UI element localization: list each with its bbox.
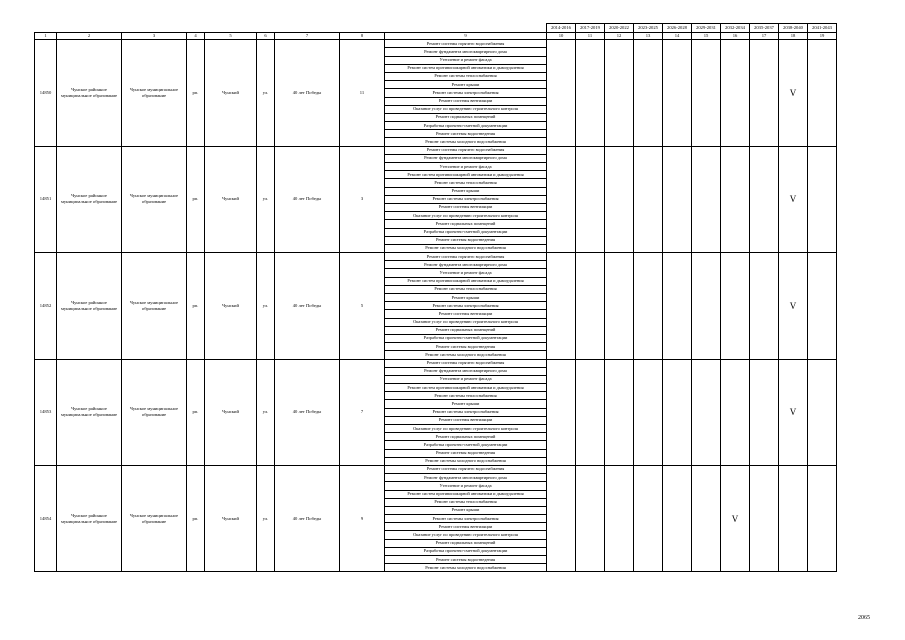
period-cell [750,465,779,571]
work-type: Оказание услуг по проведению строительного контроля [385,425,547,433]
page-number: 2065 [858,615,870,621]
column-number: 11 [576,33,605,40]
period-header: 2035-2037 [750,24,779,33]
period-cell [576,146,605,252]
work-type: Ремонт крыши [385,506,547,514]
work-type: Ремонт подвальных помещений [385,113,547,121]
header-spacer [340,24,385,33]
period-cell [750,253,779,359]
work-type: Ремонт системы теплоснабжения [385,392,547,400]
locality-name: Чунский [205,146,257,252]
period-cell [808,40,837,146]
work-type: Ремонт подвальных помещений [385,326,547,334]
column-number: 19 [808,33,837,40]
street-name: 40 лет Победы [275,253,340,359]
column-number: 18 [779,33,808,40]
period-cell [721,40,750,146]
work-type: Ремонт системы электроснабжения [385,89,547,97]
period-cell [576,253,605,359]
work-type: Ремонт системы вентиляции [385,203,547,211]
period-cell [547,359,576,465]
house-id: 14853 [35,359,57,465]
work-type: Разработка проектно-сметной документации [385,334,547,342]
period-header: 2017-2019 [576,24,605,33]
work-type: Ремонт крыши [385,81,547,89]
house-number: 5 [340,253,385,359]
period-header: 2014-2016 [547,24,576,33]
work-type: Утепление и ремонт фасада [385,163,547,171]
period-cell [692,253,721,359]
scheduled-period-mark: V [779,253,808,359]
period-header: 2023-2025 [634,24,663,33]
period-cell [663,40,692,146]
municipality-name: Чунское районное муниципальное образование [57,359,122,465]
scheduled-period-mark: V [779,359,808,465]
street-name: 40 лет Победы [275,465,340,571]
work-type: Ремонт системы электроснабжения [385,515,547,523]
work-type: Ремонт системы электроснабжения [385,195,547,203]
header-spacer [187,24,205,33]
work-type: Ремонт системы водоотведения [385,556,547,564]
work-type: Ремонт системы холодного водоснабжения [385,564,547,572]
work-type: Ремонт систем противопожарной автоматики и дымоудаления [385,171,547,179]
work-type: Оказание услуг по проведению строительного контроля [385,105,547,113]
work-type: Оказание услуг по проведению строительного контроля [385,212,547,220]
period-cell [663,253,692,359]
house-number: 11 [340,40,385,146]
street-name: 40 лет Победы [275,359,340,465]
period-cell [721,146,750,252]
work-type: Ремонт системы вентиляции [385,416,547,424]
column-number: 7 [275,33,340,40]
period-cell [750,146,779,252]
period-cell [692,146,721,252]
work-type: Ремонт системы водоотведения [385,343,547,351]
locality-name: Чунский [205,253,257,359]
work-type: Ремонт фундамента многоквартирного дома [385,48,547,56]
header-spacer [257,24,275,33]
period-cell [692,465,721,571]
work-type: Ремонт системы холодного водоснабжения [385,457,547,465]
period-header-row [35,24,837,33]
municipality-name: Чунское районное муниципальное образование [57,465,122,571]
period-cell [634,465,663,571]
period-cell [634,253,663,359]
locality-type: рп. [187,359,205,465]
work-type: Ремонт подвальных помещений [385,433,547,441]
work-type: Утепление и ремонт фасада [385,375,547,383]
period-cell [634,359,663,465]
period-cell [547,40,576,146]
capital-repair-register-table [34,23,837,572]
street-name: 40 лет Победы [275,146,340,252]
work-type: Ремонт крыши [385,187,547,195]
work-type: Ремонт системы электроснабжения [385,302,547,310]
header-spacer [122,24,187,33]
work-type: Ремонт крыши [385,400,547,408]
work-type: Ремонт системы холодного водоснабжения [385,244,547,252]
period-cell [750,359,779,465]
period-header: 2020-2022 [605,24,634,33]
period-cell [779,465,808,571]
column-number: 6 [257,33,275,40]
work-type: Ремонт системы водоотведения [385,236,547,244]
period-cell [808,465,837,571]
locality-type: рп. [187,465,205,571]
period-cell [605,253,634,359]
period-cell [750,40,779,146]
column-number: 9 [385,33,547,40]
house-id: 14852 [35,253,57,359]
register-body [35,24,837,572]
period-cell [576,359,605,465]
work-type: Разработка проектно-сметной документации [385,228,547,236]
work-type: Ремонт системы теплоснабжения [385,179,547,187]
period-cell [547,465,576,571]
period-cell [547,146,576,252]
period-cell [692,40,721,146]
house-number: 9 [340,465,385,571]
header-spacer [205,24,257,33]
work-type: Ремонт системы теплоснабжения [385,498,547,506]
period-cell [692,359,721,465]
work-type: Ремонт крыши [385,294,547,302]
work-type: Ремонт фундамента многоквартирного дома [385,261,547,269]
period-header: 2038-2040 [779,24,808,33]
period-cell [808,253,837,359]
work-type: Ремонт системы водоотведения [385,449,547,457]
period-cell [721,359,750,465]
settlement-name: Чунское муниципальное образование [122,359,187,465]
work-type: Оказание услуг по проведению строительного контроля [385,531,547,539]
street-type: ул. [257,359,275,465]
settlement-name: Чунское муниципальное образование [122,40,187,146]
settlement-name: Чунское муниципальное образование [122,465,187,571]
period-cell [605,40,634,146]
period-cell [663,359,692,465]
house-id: 14854 [35,465,57,571]
column-number: 1 [35,33,57,40]
work-type: Ремонт подвальных помещений [385,539,547,547]
header-spacer [275,24,340,33]
work-type: Ремонт систем противопожарной автоматики и дымоудаления [385,64,547,72]
column-number: 4 [187,33,205,40]
work-type: Ремонт системы горячего водоснабжения [385,253,547,261]
period-header: 2026-2028 [663,24,692,33]
column-number: 12 [605,33,634,40]
work-type: Ремонт системы вентиляции [385,523,547,531]
house-number: 7 [340,359,385,465]
column-number: 10 [547,33,576,40]
work-type: Ремонт фундамента многоквартирного дома [385,154,547,162]
work-type: Утепление и ремонт фасада [385,56,547,64]
locality-name: Чунский [205,40,257,146]
table-row [35,253,837,261]
period-cell [547,253,576,359]
column-number: 15 [692,33,721,40]
period-header: 2041-2043 [808,24,837,33]
column-number-row [35,33,837,40]
period-cell [576,465,605,571]
period-cell [605,465,634,571]
work-type: Ремонт систем противопожарной автоматики и дымоудаления [385,490,547,498]
settlement-name: Чунское муниципальное образование [122,146,187,252]
column-number: 2 [57,33,122,40]
street-type: ул. [257,146,275,252]
period-cell [663,465,692,571]
work-type: Утепление и ремонт фасада [385,269,547,277]
period-cell [808,146,837,252]
street-type: ул. [257,40,275,146]
period-cell [605,359,634,465]
work-type: Ремонт системы холодного водоснабжения [385,138,547,146]
work-type: Разработка проектно-сметной документации [385,122,547,130]
scheduled-period-mark: V [721,465,750,571]
period-cell [634,146,663,252]
table-row [35,146,837,154]
locality-type: рп. [187,253,205,359]
period-header: 2029-2031 [692,24,721,33]
header-spacer [35,24,57,33]
header-spacer [385,24,547,33]
municipality-name: Чунское районное муниципальное образование [57,253,122,359]
locality-name: Чунский [205,465,257,571]
period-cell [605,146,634,252]
column-number: 16 [721,33,750,40]
period-cell [721,253,750,359]
period-cell [576,40,605,146]
table-row [35,40,837,48]
municipality-name: Чунское районное муниципальное образование [57,146,122,252]
column-number: 14 [663,33,692,40]
locality-name: Чунский [205,359,257,465]
house-id: 14851 [35,146,57,252]
work-type: Ремонт системы горячего водоснабжения [385,146,547,154]
house-id: 14850 [35,40,57,146]
work-type: Ремонт систем противопожарной автоматики и дымоудаления [385,277,547,285]
street-type: ул. [257,253,275,359]
column-number: 13 [634,33,663,40]
street-type: ул. [257,465,275,571]
settlement-name: Чунское муниципальное образование [122,253,187,359]
work-type: Ремонт системы горячего водоснабжения [385,359,547,367]
work-type: Ремонт системы горячего водоснабжения [385,40,547,48]
scheduled-period-mark: V [779,146,808,252]
work-type: Ремонт системы водоотведения [385,130,547,138]
column-number: 5 [205,33,257,40]
municipality-name: Чунское районное муниципальное образование [57,40,122,146]
work-type: Оказание услуг по проведению строительного контроля [385,318,547,326]
work-type: Ремонт системы теплоснабжения [385,72,547,80]
scheduled-period-mark: V [779,40,808,146]
table-row [35,359,837,367]
work-type: Ремонт фундамента многоквартирного дома [385,367,547,375]
work-type: Ремонт системы теплоснабжения [385,285,547,293]
column-number: 3 [122,33,187,40]
header-spacer [57,24,122,33]
work-type: Ремонт подвальных помещений [385,220,547,228]
period-cell [808,359,837,465]
column-number: 17 [750,33,779,40]
locality-type: рп. [187,40,205,146]
work-type: Утепление и ремонт фасада [385,482,547,490]
column-number: 8 [340,33,385,40]
work-type: Ремонт системы вентиляции [385,97,547,105]
work-type: Ремонт системы горячего водоснабжения [385,465,547,473]
street-name: 40 лет Победы [275,40,340,146]
work-type: Ремонт системы вентиляции [385,310,547,318]
work-type: Разработка проектно-сметной документации [385,441,547,449]
work-type: Ремонт фундамента многоквартирного дома [385,474,547,482]
period-header: 2032-2034 [721,24,750,33]
period-cell [663,146,692,252]
house-number: 3 [340,146,385,252]
table-row [35,465,837,473]
work-type: Разработка проектно-сметной документации [385,547,547,555]
period-cell [634,40,663,146]
work-type: Ремонт систем противопожарной автоматики и дымоудаления [385,384,547,392]
locality-type: рп. [187,146,205,252]
work-type: Ремонт системы холодного водоснабжения [385,351,547,359]
work-type: Ремонт системы электроснабжения [385,408,547,416]
